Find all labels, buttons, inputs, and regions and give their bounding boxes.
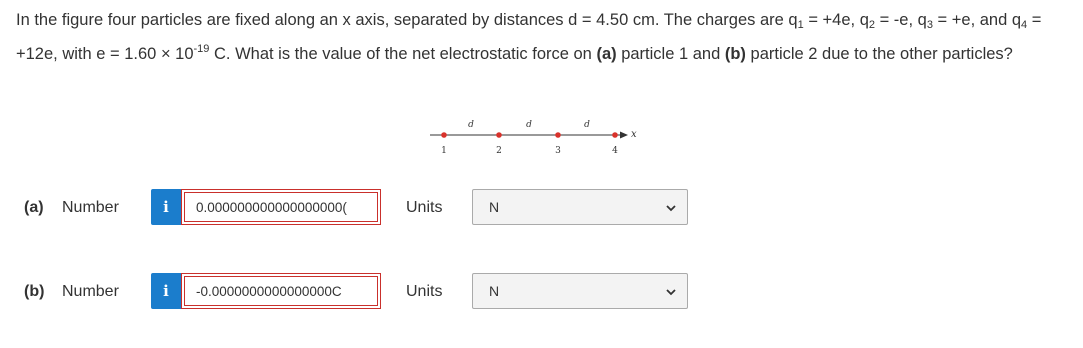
part-a-answer-box: [181, 189, 381, 225]
part-b-number-input[interactable]: [196, 284, 377, 299]
part-a-number-label: Number: [62, 199, 119, 216]
part-b-answer-inner: [184, 276, 378, 306]
part-b-label: (b): [24, 283, 45, 300]
chevron-down-icon: [665, 202, 677, 214]
question-text: In the figure four particles are fixed along an x axis, separated by distances d = 4.50 cm. The charges are $q_1 = +4e$, $q_2 = -e$, $q_3 = +e$, and $q_4 = +12e$, with $e = 1.60 \times 10^{-19}$ C. What is the value of the net electrostatic force on (a) particle 1 and (b) particle 2 due to the other particles?: [16, 11, 1042, 63]
particle-label-3: 3: [555, 146, 561, 156]
part-b-number-label: Number: [62, 283, 119, 300]
particle-diagram: [425, 115, 645, 165]
particle-label-1: 1: [441, 146, 447, 156]
particle-2: [496, 132, 502, 138]
x-axis-arrow: [620, 132, 628, 139]
part-a-answer-inner: [184, 192, 378, 222]
distance-label-12: d: [468, 120, 474, 130]
x-axis-label: x: [631, 129, 637, 140]
info-icon[interactable]: i: [151, 273, 181, 309]
chevron-down-icon: [665, 286, 677, 298]
distance-label-23: d: [526, 120, 532, 130]
answer-row-a: [0, 188, 1083, 228]
particle-label-2: 2: [496, 146, 502, 156]
part-a-units-label: Units: [406, 199, 443, 216]
part-a-units-value: N: [489, 199, 500, 215]
info-icon[interactable]: i: [151, 189, 181, 225]
distance-label-34: d: [584, 120, 590, 130]
part-b-units-select[interactable]: [472, 273, 688, 309]
part-a-number-input[interactable]: [196, 200, 377, 215]
particle-figure: [425, 115, 645, 165]
answer-row-b: [0, 272, 1083, 312]
part-b-units-label: Units: [406, 283, 443, 300]
particle-4: [612, 132, 618, 138]
particle-3: [555, 132, 561, 138]
particle-1: [441, 132, 447, 138]
part-b-units-value: N: [489, 283, 500, 299]
part-a-units-select[interactable]: [472, 189, 688, 225]
part-b-answer-box: [181, 273, 381, 309]
particle-label-4: 4: [612, 146, 618, 156]
part-a-label: (a): [24, 199, 44, 216]
